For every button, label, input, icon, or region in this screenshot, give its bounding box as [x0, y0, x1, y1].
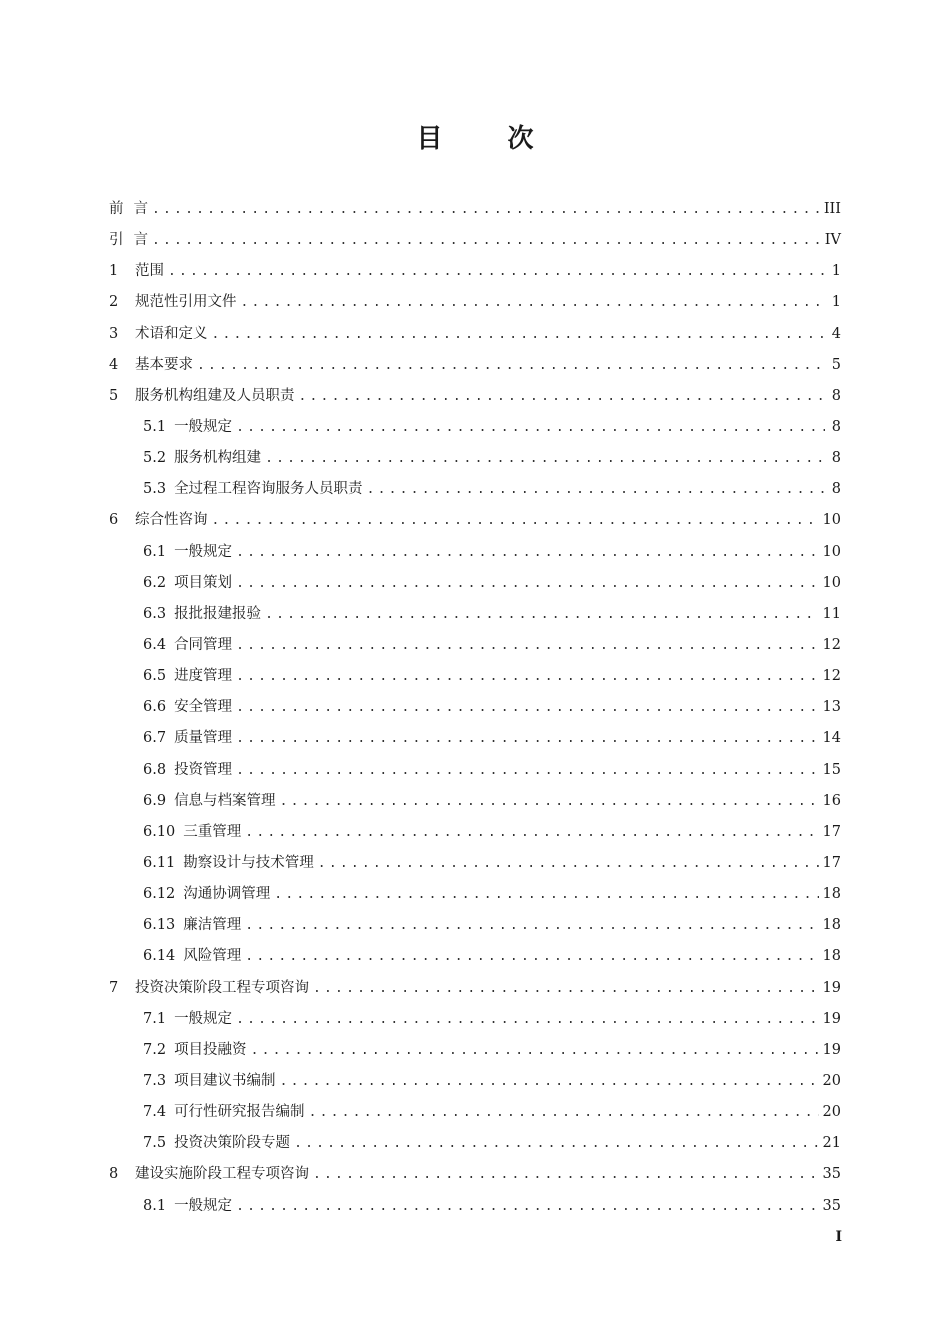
toc-entry[interactable]: [109, 851, 841, 882]
toc-entry-number: 6.4: [143, 636, 167, 653]
toc-entry-page: 10: [822, 574, 841, 591]
toc-entry-number: 7.5: [143, 1135, 167, 1152]
toc-entry-title: [143, 820, 241, 841]
toc-entry-number: 6.1: [143, 543, 167, 560]
page-title: 目 次: [416, 124, 562, 154]
toc-entry[interactable]: [109, 882, 841, 913]
toc-entry-label: 规范性引用文件: [135, 294, 237, 311]
toc-entry-number: 4: [109, 356, 119, 373]
toc-entry[interactable]: [109, 1100, 841, 1131]
toc-entry[interactable]: [109, 1007, 841, 1038]
toc-entry[interactable]: [109, 197, 841, 228]
dot-leader: [274, 887, 818, 902]
toc-entry-label: 一般规定: [174, 543, 233, 560]
toc-entry-label: 基本要求: [135, 356, 193, 373]
toc-entry[interactable]: [109, 976, 841, 1007]
toc-entry-number: 2: [109, 294, 119, 311]
toc-entry[interactable]: [109, 1038, 841, 1069]
dot-leader: [280, 794, 819, 809]
toc-entry[interactable]: [109, 1194, 841, 1225]
toc-entry-number: 6.7: [143, 730, 167, 747]
page-number: I: [835, 1229, 842, 1245]
toc-entry[interactable]: [109, 322, 841, 353]
toc-entry-number: 6.2: [143, 574, 167, 591]
toc-entry-label: 质量管理: [174, 730, 233, 747]
dot-leader: [236, 700, 818, 715]
toc-entry-title: [143, 1194, 232, 1215]
toc-entry-page: 18: [822, 948, 841, 965]
toc-entry-title: [109, 384, 295, 405]
toc-entry-label: 沟通协调管理: [183, 886, 271, 903]
toc-entry-page: 19: [822, 1010, 841, 1027]
toc-entry[interactable]: [109, 353, 841, 384]
toc-entry-page: 1: [831, 294, 841, 311]
toc-entry-title: [109, 322, 208, 343]
toc-entry-page: 35: [822, 1197, 841, 1214]
toc-entry-title: [143, 882, 270, 903]
toc-entry-number: 5: [109, 387, 119, 404]
toc-entry[interactable]: [109, 1069, 841, 1100]
toc-entry-label: 信息与档案管理: [174, 792, 276, 809]
toc-entry[interactable]: [109, 508, 841, 539]
toc-entry-title: [143, 789, 276, 810]
toc-entry[interactable]: [109, 540, 841, 571]
toc-entry-number: 6.11: [143, 854, 176, 871]
toc-entry-page: 12: [822, 636, 841, 653]
dot-leader: [168, 264, 825, 279]
toc-entry[interactable]: [109, 602, 841, 633]
toc-entry-page: 17: [822, 854, 841, 871]
toc-entry-label: 一般规定: [174, 1010, 233, 1027]
toc-entry-title: [109, 228, 158, 249]
toc-entry-label: 建设实施阶段工程专项咨询: [135, 1166, 309, 1183]
toc-entry-page: 13: [822, 699, 841, 716]
toc-entry-page: 1: [831, 263, 841, 280]
toc-entry-number: 7: [109, 979, 119, 996]
toc-entry[interactable]: [109, 290, 841, 321]
toc-entry-page: 21: [822, 1135, 841, 1152]
dot-leader: [236, 638, 818, 653]
toc-entry[interactable]: [109, 477, 841, 508]
toc-entry-title: [143, 540, 232, 561]
dot-leader: [318, 856, 819, 871]
dot-leader: [313, 1167, 819, 1182]
toc-entry-label: 投资决策阶段工程专项咨询: [135, 979, 309, 996]
toc-entry[interactable]: [109, 758, 841, 789]
toc-entry-title: [143, 1069, 276, 1090]
toc-entry-page: 10: [822, 543, 841, 560]
toc-entry-title: [143, 602, 261, 623]
toc-entry-title: [143, 913, 241, 934]
toc-entry[interactable]: [109, 415, 841, 446]
dot-leader: [236, 731, 818, 746]
toc-entry-page: 19: [822, 1041, 841, 1058]
toc-entry-label: 进度管理: [174, 668, 233, 685]
toc-entry-title: [109, 1162, 309, 1183]
dot-leader: [313, 981, 819, 996]
dot-leader: [236, 669, 818, 684]
toc-entry-title: [143, 446, 261, 467]
toc-entry-title: [109, 508, 208, 529]
toc-entry-label: 三重管理: [183, 823, 242, 840]
toc-entry-number: 7.4: [143, 1104, 167, 1121]
toc-entry-number: 6.3: [143, 605, 167, 622]
toc-entry-title: [143, 695, 232, 716]
dot-leader: [152, 233, 821, 248]
toc-entry-title: [143, 1100, 305, 1121]
dot-leader: [309, 1105, 819, 1120]
toc-entry-title: [109, 353, 193, 374]
toc-entry-label: 可行性研究报告编制: [174, 1104, 305, 1121]
toc-entry-number: 6.10: [143, 823, 176, 840]
toc-entry[interactable]: [109, 726, 841, 757]
dot-leader: [236, 1199, 818, 1214]
dot-leader: [236, 576, 818, 591]
toc-entry-label: 项目建议书编制: [174, 1072, 276, 1089]
toc-entry-number: 6.9: [143, 792, 167, 809]
toc-entry-number: 6.14: [143, 948, 176, 965]
toc-entry-title: [109, 976, 309, 997]
toc-entry-label: 一般规定: [174, 1197, 233, 1214]
dot-leader: [152, 202, 820, 217]
dot-leader: [245, 825, 818, 840]
dot-leader: [212, 327, 826, 342]
toc-entry-number: 7.2: [143, 1041, 167, 1058]
dot-leader: [236, 545, 818, 560]
toc-entry-number: 7.1: [143, 1010, 167, 1027]
toc-entry[interactable]: [109, 695, 841, 726]
dot-leader: [212, 513, 819, 528]
toc-entry-page: 8: [831, 481, 841, 498]
toc-entry-title: [143, 944, 241, 965]
toc-entry-page: 15: [822, 761, 841, 778]
toc-entry[interactable]: [109, 789, 841, 820]
toc-entry[interactable]: [109, 1131, 841, 1162]
toc-entry[interactable]: [109, 1162, 841, 1193]
dot-leader: [236, 420, 825, 435]
toc-entry-label: 术语和定义: [135, 325, 208, 342]
toc-entry-number: 6.5: [143, 668, 167, 685]
toc-entry-label: 投资管理: [174, 761, 233, 778]
toc-entry-label: 服务机构组建及人员职责: [135, 387, 295, 404]
toc-entry-page: 5: [831, 356, 841, 373]
toc-entry-title: [143, 1131, 290, 1152]
toc-entry-label: 服务机构组建: [174, 450, 262, 467]
toc-entry-label: 廉洁管理: [183, 917, 242, 934]
toc-entry-label: 合同管理: [174, 636, 233, 653]
toc-entry-number: 1: [109, 263, 119, 280]
toc-entry[interactable]: [109, 633, 841, 664]
toc-entry-page: 20: [822, 1104, 841, 1121]
toc-entry-title: [109, 197, 158, 218]
toc-entry-title: [143, 1007, 232, 1028]
toc-entry-page: III: [823, 201, 841, 217]
toc-entry-title: [143, 758, 232, 779]
toc-entry[interactable]: [109, 259, 841, 290]
toc-entry-title: [143, 571, 232, 592]
toc-entry-title: [109, 259, 164, 280]
toc-entry-label: 风险管理: [183, 948, 242, 965]
dot-leader: [299, 389, 826, 404]
toc-entry-number: 3: [109, 325, 119, 342]
toc-entry-page: 11: [822, 605, 841, 622]
dot-leader: [251, 1043, 819, 1058]
dot-leader: [245, 949, 818, 964]
toc-entry-page: 19: [822, 979, 841, 996]
toc-entry-page: 16: [822, 792, 841, 809]
dot-leader: [367, 482, 825, 497]
toc-entry-label: 项目投融资: [174, 1041, 247, 1058]
toc-entry[interactable]: [109, 913, 841, 944]
toc-entry-page: 8: [831, 450, 841, 467]
toc-entry-label: 投资决策阶段专题: [174, 1135, 291, 1152]
toc-entry-number: 6.13: [143, 917, 176, 934]
dot-leader: [197, 358, 825, 373]
dot-leader: [265, 451, 825, 466]
toc-entry-label: 安全管理: [174, 699, 233, 716]
dot-leader: [280, 1074, 819, 1089]
dot-leader: [265, 607, 818, 622]
toc-entry-page: 4: [831, 325, 841, 342]
dot-leader: [241, 295, 826, 310]
table-of-contents: [109, 197, 841, 1225]
toc-entry-page: 8: [831, 418, 841, 435]
toc-entry[interactable]: [109, 446, 841, 477]
dot-leader: [245, 918, 818, 933]
toc-entry-page: 12: [822, 668, 841, 685]
toc-entry-label: 一般规定: [174, 418, 233, 435]
toc-entry[interactable]: [109, 820, 841, 851]
toc-entry-label: 勘察设计与技术管理: [183, 854, 314, 871]
toc-entry-page: 10: [822, 512, 841, 529]
toc-entry-number: 5.1: [143, 418, 167, 435]
toc-entry-page: 14: [822, 730, 841, 747]
toc-entry-title: [143, 664, 232, 685]
toc-entry[interactable]: [109, 228, 841, 259]
toc-entry-number: 7.3: [143, 1072, 167, 1089]
toc-entry-title: [143, 1038, 247, 1059]
toc-entry-number: 6.6: [143, 699, 167, 716]
toc-entry-label: 综合性咨询: [135, 512, 208, 529]
toc-entry-title: [143, 477, 363, 498]
toc-entry-label: 报批报建报验: [174, 605, 262, 622]
toc-entry-number: 5.3: [143, 481, 167, 498]
toc-entry-page: 35: [822, 1166, 841, 1183]
toc-entry-label: 引言: [109, 232, 158, 249]
toc-entry[interactable]: [109, 384, 841, 415]
toc-entry-page: IV: [824, 232, 841, 249]
toc-entry-page: 20: [822, 1072, 841, 1089]
toc-entry-title: [143, 726, 232, 747]
toc-entry-number: 8.1: [143, 1197, 167, 1214]
toc-entry-label: 范围: [135, 263, 164, 280]
toc-entry-label: 项目策划: [174, 574, 233, 591]
toc-entry-label: 全过程工程咨询服务人员职责: [174, 481, 363, 498]
toc-entry-number: 6: [109, 512, 119, 529]
toc-entry-title: [143, 851, 314, 872]
toc-entry-page: 17: [822, 823, 841, 840]
toc-entry-number: 5.2: [143, 450, 167, 467]
toc-entry-page: 8: [831, 387, 841, 404]
toc-entry-title: [109, 290, 237, 311]
dot-leader: [294, 1136, 818, 1151]
toc-entry-label: 前言: [109, 201, 158, 217]
toc-entry-number: 8: [109, 1166, 119, 1183]
toc-entry[interactable]: [109, 664, 841, 695]
dot-leader: [236, 1012, 818, 1027]
toc-entry[interactable]: [109, 944, 841, 975]
toc-entry-title: [143, 633, 232, 654]
toc-entry-number: 6.12: [143, 886, 176, 903]
dot-leader: [236, 763, 818, 778]
toc-entry-page: 18: [822, 917, 841, 934]
toc-entry-title: [143, 415, 232, 436]
toc-entry[interactable]: [109, 571, 841, 602]
toc-entry-page: 18: [822, 886, 841, 903]
toc-entry-number: 6.8: [143, 761, 167, 778]
